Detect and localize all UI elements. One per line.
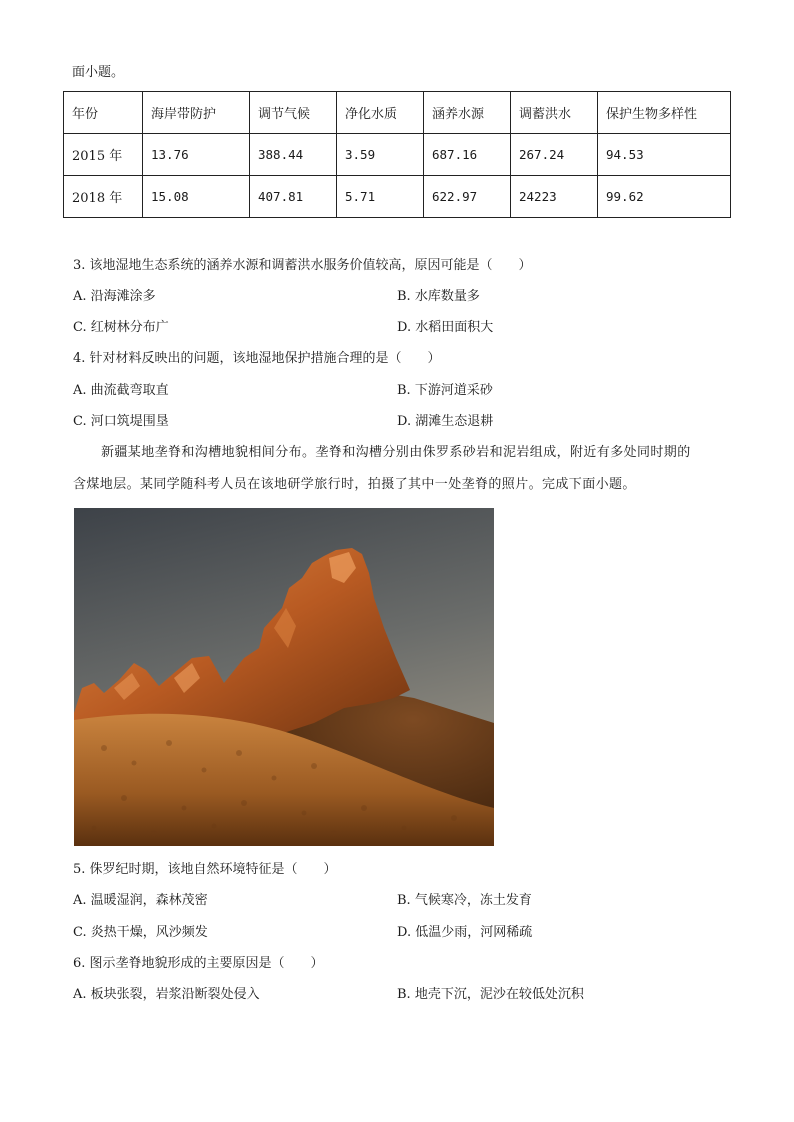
table-cell: 267.24 <box>511 134 598 176</box>
table-cell: 407.81 <box>250 176 337 218</box>
question-3-stem: 3. 该地湿地生态系统的涵养水源和调蓄洪水服务价值较高，原因可能是（ ） <box>73 258 532 273</box>
intro-tail: 面小题。 <box>72 65 125 80</box>
table-cell: 94.53 <box>598 134 731 176</box>
table-header-cell: 调蓄洪水 <box>511 92 598 134</box>
table-cell: 388.44 <box>250 134 337 176</box>
question-5-option-d[interactable]: D. 低温少雨，河网稀疏 <box>397 925 533 940</box>
table-header-cell: 年份 <box>64 92 143 134</box>
table-cell: 2015 年 <box>64 134 143 176</box>
table-row <box>64 176 731 218</box>
question-6-option-a[interactable]: A. 板块张裂，岩浆沿断裂处侵入 <box>73 987 260 1002</box>
table-header-cell: 净化水质 <box>337 92 424 134</box>
question-3-option-b[interactable]: B. 水库数量多 <box>397 289 480 304</box>
ecosystem-service-value-table <box>63 91 731 218</box>
question-5-option-c[interactable]: C. 炎热干燥，风沙频发 <box>73 925 208 940</box>
question-3-option-c[interactable]: C. 红树林分布广 <box>73 320 169 335</box>
table-header-row <box>64 92 731 134</box>
question-3-option-d[interactable]: D. 水稻田面积大 <box>397 320 494 335</box>
question-5-option-a[interactable]: A. 温暖湿润，森林茂密 <box>73 893 208 908</box>
ridge-landform-photo <box>74 508 494 846</box>
table-row <box>64 134 731 176</box>
question-3-option-a[interactable]: A. 沿海滩涂多 <box>73 289 156 304</box>
table-header-cell: 调节气候 <box>250 92 337 134</box>
question-5-stem: 5. 侏罗纪时期，该地自然环境特征是（ ） <box>73 862 337 877</box>
passage-line-2: 含煤地层。某同学随科考人员在该地研学旅行时，拍摄了其中一处垄脊的照片。完成下面小题。 <box>73 477 636 492</box>
question-6-stem: 6. 图示垄脊地貌形成的主要原因是（ ） <box>73 956 324 971</box>
table-cell: 99.62 <box>598 176 731 218</box>
passage-line-1: 新疆某地垄脊和沟槽地貌相间分布。垄脊和沟槽分别由侏罗系砂岩和泥岩组成，附近有多处同时期的 <box>101 445 691 460</box>
question-6-option-b[interactable]: B. 地壳下沉，泥沙在较低处沉积 <box>397 987 584 1002</box>
table-cell: 622.97 <box>424 176 511 218</box>
question-5-option-b[interactable]: B. 气候寒冷，冻土发育 <box>397 893 532 908</box>
table-header-cell: 海岸带防护 <box>143 92 250 134</box>
table-header-cell: 涵养水源 <box>424 92 511 134</box>
table-cell: 687.16 <box>424 134 511 176</box>
table-cell: 5.71 <box>337 176 424 218</box>
table-cell: 2018 年 <box>64 176 143 218</box>
question-4-option-d[interactable]: D. 湖滩生态退耕 <box>397 414 494 429</box>
question-4-stem: 4. 针对材料反映出的问题，该地湿地保护措施合理的是（ ） <box>73 351 441 366</box>
table-cell: 15.08 <box>143 176 250 218</box>
question-4-option-a[interactable]: A. 曲流截弯取直 <box>73 383 169 398</box>
table-cell: 3.59 <box>337 134 424 176</box>
table-cell: 13.76 <box>143 134 250 176</box>
question-4-option-b[interactable]: B. 下游河道采砂 <box>397 383 493 398</box>
table-header-cell: 保护生物多样性 <box>598 92 731 134</box>
table-cell: 24223 <box>511 176 598 218</box>
question-4-option-c[interactable]: C. 河口筑堤围垦 <box>73 414 169 429</box>
